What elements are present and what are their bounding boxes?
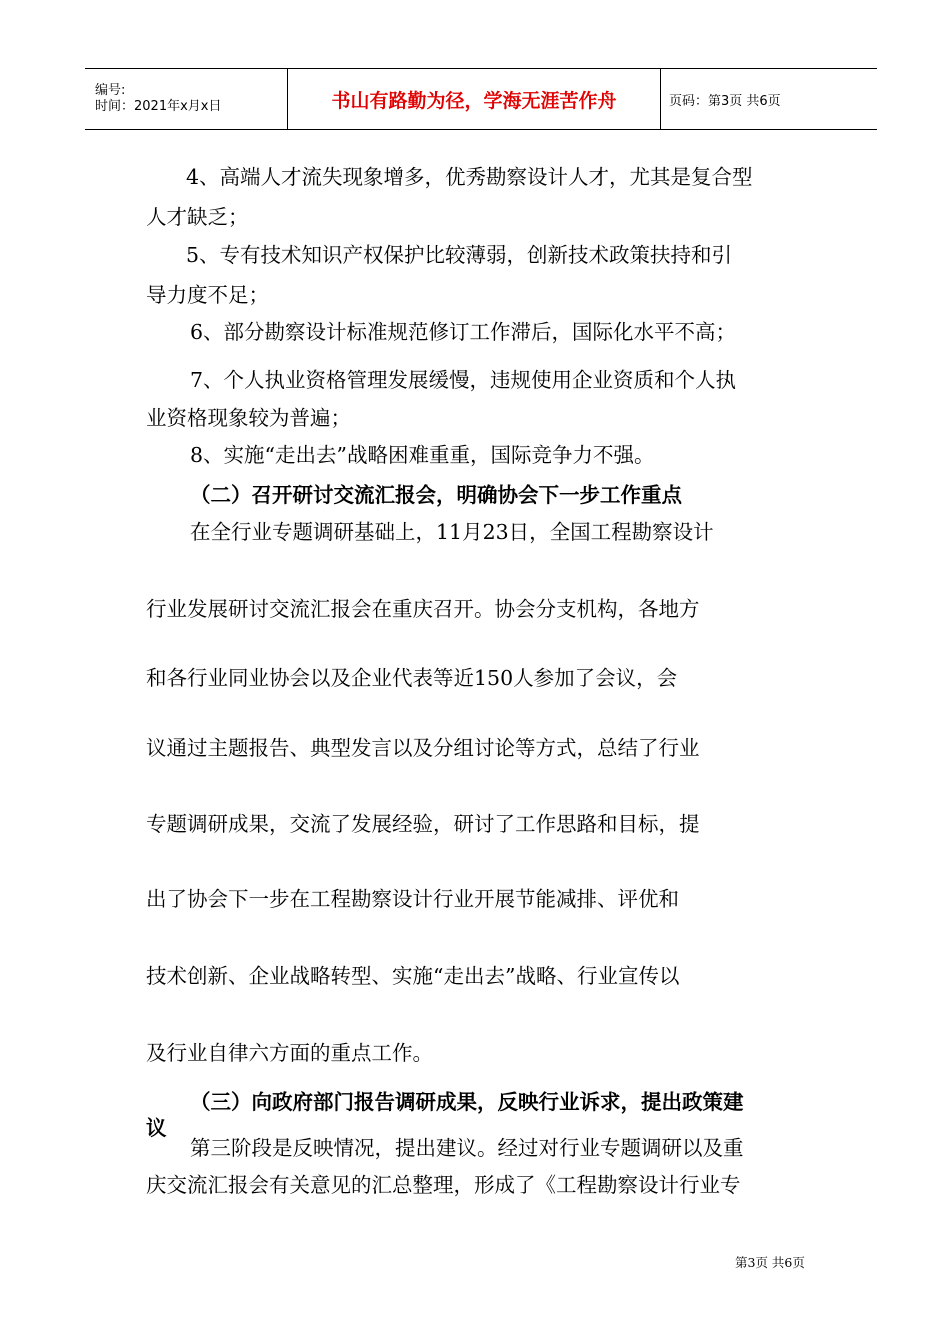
body-line: 4、高端人才流失现象增多，优秀勘察设计人才，尤其是复合型 [186,165,753,189]
body-line: 业资格现象较为普遍； [146,406,351,430]
body-line: 在全行业专题调研基础上，11月23日，全国工程勘察设计 [190,520,714,544]
body-line: 行业发展研讨交流汇报会在重庆召开。协会分支机构，各地方 [146,597,700,621]
number-label: 编号: [95,83,126,98]
header-motto: 书山有路勤为径，学海无涯苦作舟 [288,69,661,130]
body-line: 人才缺乏； [146,205,249,229]
body-line: 专题调研成果，交流了发展经验，研讨了工作思路和目标，提 [146,812,700,836]
body-line: 6、部分勘察设计标准规范修订工作滞后，国际化水平不高； [190,320,737,344]
body-line: 8、实施“走出去”战略困难重重，国际竞争力不强。 [190,443,655,467]
page-footer: 第3页 共6页 [735,1255,805,1270]
body-line: 导力度不足； [146,283,269,307]
header-page-info: 页码：第3页 共6页 [669,93,781,109]
time-label: 时间：2021年x月x日 [95,99,222,114]
section-heading: （三）向政府部门报告调研成果，反映行业诉求，提出政策建 [190,1090,744,1114]
body-line: 和各行业同业协会以及企业代表等近150人参加了会议，会 [146,666,678,690]
body-line: 第三阶段是反映情况，提出建议。经过对行业专题调研以及重 [190,1136,744,1160]
section-heading: （二）召开研讨交流汇报会，明确协会下一步工作重点 [190,483,682,507]
header-meta [85,69,288,130]
body-line: 技术创新、企业战略转型、实施“走出去”战略、行业宣传以 [146,964,680,988]
body-line: 议通过主题报告、典型发言以及分组讨论等方式，总结了行业 [146,736,700,760]
section-heading: 议 [146,1116,167,1140]
body-line: 7、个人执业资格管理发展缓慢，违规使用企业资质和个人执 [190,368,737,392]
body-line: 出了协会下一步在工程勘察设计行业开展节能减排、评优和 [146,887,679,911]
body-line: 庆交流汇报会有关意见的汇总整理，形成了《工程勘察设计行业专 [146,1173,741,1197]
body-line: 及行业自律六方面的重点工作。 [146,1041,433,1065]
body-line: 5、专有技术知识产权保护比较薄弱，创新技术政策扶持和引 [186,243,733,267]
page-header [85,68,877,130]
